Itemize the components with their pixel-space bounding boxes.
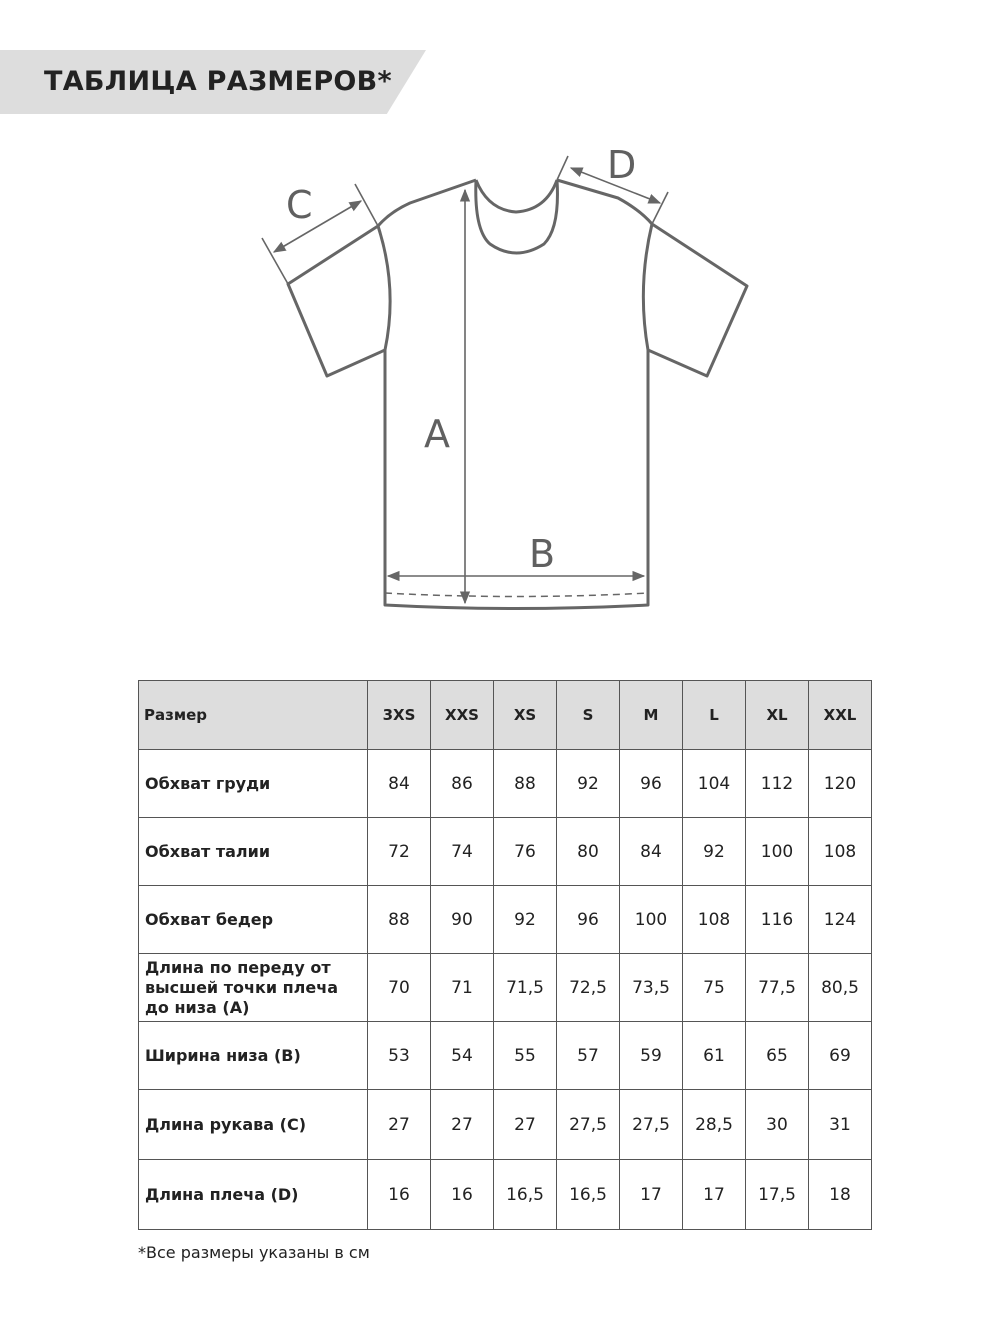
table-cell: 88 [494, 750, 557, 818]
header-cell: XXS [431, 681, 494, 750]
table-cell: 77,5 [746, 954, 809, 1022]
table-cell: 17 [620, 1160, 683, 1230]
table-cell: 100 [746, 818, 809, 886]
row-label: Ширина низа (В) [139, 1022, 368, 1090]
row-label: Обхват груди [139, 750, 368, 818]
table-cell: 16,5 [557, 1160, 620, 1230]
table-cell: 30 [746, 1090, 809, 1160]
header-cell: XS [494, 681, 557, 750]
label-a: A [424, 412, 450, 456]
header-cell: S [557, 681, 620, 750]
row-label: Обхват бедер [139, 886, 368, 954]
table-cell: 27,5 [557, 1090, 620, 1160]
label-d: D [607, 143, 637, 187]
table-cell: 76 [494, 818, 557, 886]
table-cell: 84 [620, 818, 683, 886]
table-cell: 84 [368, 750, 431, 818]
size-table [138, 680, 872, 1230]
header-cell: Размер [139, 681, 368, 750]
row-label: Длина плеча (D) [139, 1160, 368, 1230]
table-cell: 92 [557, 750, 620, 818]
table-cell: 120 [809, 750, 872, 818]
table-cell: 27 [494, 1090, 557, 1160]
table-cell: 72,5 [557, 954, 620, 1022]
table-cell: 17 [683, 1160, 746, 1230]
table-cell: 100 [620, 886, 683, 954]
table-cell: 16 [368, 1160, 431, 1230]
table-cell: 74 [431, 818, 494, 886]
row-label: Длина по переду от высшей точки плеча до низа (А) [139, 954, 368, 1022]
table-cell: 71 [431, 954, 494, 1022]
table-cell: 18 [809, 1160, 872, 1230]
table-cell: 80 [557, 818, 620, 886]
table-cell: 72 [368, 818, 431, 886]
table-cell: 27 [368, 1090, 431, 1160]
table-cell: 54 [431, 1022, 494, 1090]
table-row [139, 750, 872, 818]
header-cell: L [683, 681, 746, 750]
table-cell: 96 [557, 886, 620, 954]
label-b: B [529, 532, 556, 576]
table-cell: 28,5 [683, 1090, 746, 1160]
header-cell: XXL [809, 681, 872, 750]
table-row [139, 886, 872, 954]
table-cell: 61 [683, 1022, 746, 1090]
table-row [139, 954, 872, 1022]
table-cell: 69 [809, 1022, 872, 1090]
row-label: Длина рукава (С) [139, 1090, 368, 1160]
table-cell: 55 [494, 1022, 557, 1090]
table-cell: 59 [620, 1022, 683, 1090]
label-c: C [286, 183, 313, 227]
table-cell: 108 [683, 886, 746, 954]
row-label: Обхват талии [139, 818, 368, 886]
header-cell: 3XS [368, 681, 431, 750]
header-cell: XL [746, 681, 809, 750]
table-cell: 90 [431, 886, 494, 954]
table-row [139, 1160, 872, 1230]
table-cell: 96 [620, 750, 683, 818]
table-cell: 86 [431, 750, 494, 818]
table-cell: 88 [368, 886, 431, 954]
table-cell: 53 [368, 1022, 431, 1090]
table-cell: 75 [683, 954, 746, 1022]
tshirt-diagram [0, 0, 1000, 640]
table-cell: 16 [431, 1160, 494, 1230]
table-cell: 116 [746, 886, 809, 954]
table-cell: 108 [809, 818, 872, 886]
table-cell: 70 [368, 954, 431, 1022]
table-cell: 71,5 [494, 954, 557, 1022]
table-cell: 92 [494, 886, 557, 954]
page-title: ТАБЛИЦА РАЗМЕРОВ* [44, 66, 392, 97]
footnote: *Все размеры указаны в см [138, 1243, 370, 1262]
table-cell: 92 [683, 818, 746, 886]
table-cell: 27 [431, 1090, 494, 1160]
table-cell: 73,5 [620, 954, 683, 1022]
table-cell: 104 [683, 750, 746, 818]
table-cell: 31 [809, 1090, 872, 1160]
table-row [139, 1022, 872, 1090]
measurement-lines [262, 156, 668, 603]
table-row [139, 818, 872, 886]
table-row [139, 1090, 872, 1160]
table-cell: 112 [746, 750, 809, 818]
table-cell: 124 [809, 886, 872, 954]
tshirt-outline [288, 180, 747, 609]
table-cell: 65 [746, 1022, 809, 1090]
table-cell: 57 [557, 1022, 620, 1090]
table-cell: 17,5 [746, 1160, 809, 1230]
table-header-row [139, 681, 872, 750]
table-cell: 80,5 [809, 954, 872, 1022]
table-cell: 27,5 [620, 1090, 683, 1160]
table-cell: 16,5 [494, 1160, 557, 1230]
header-cell: M [620, 681, 683, 750]
